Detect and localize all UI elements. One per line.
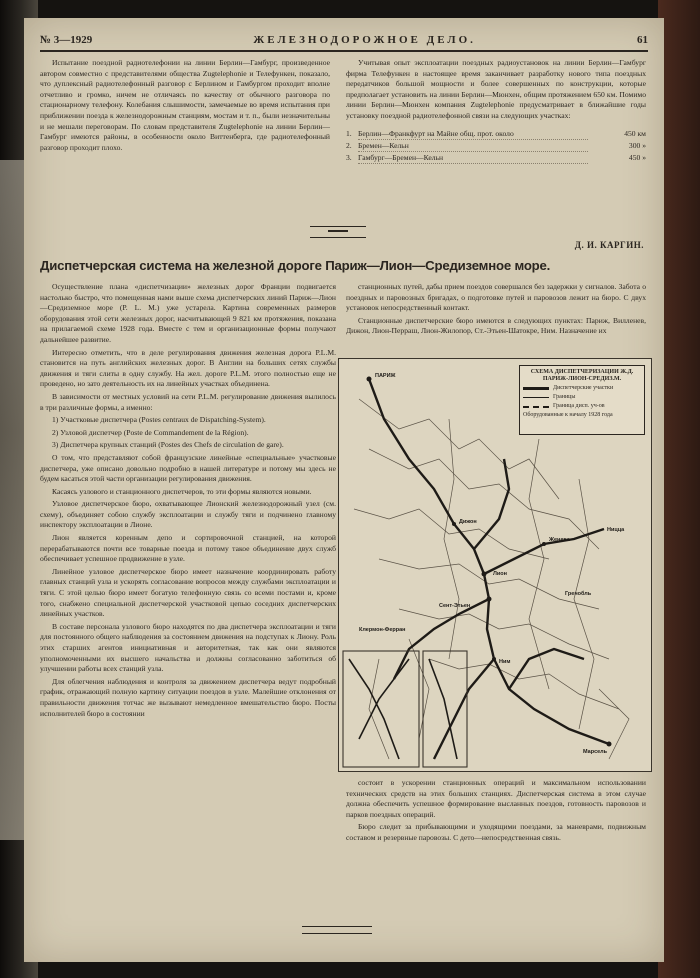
section-separator [310,226,366,238]
thin-line-swatch [523,397,549,398]
article-left-column [40,282,336,721]
thick-line-swatch [523,387,549,390]
city-label: ПАРИЖ [375,373,396,379]
paragraph: Для облегчения наблюдения и контроля за движением диспетчера ведут подробный график, отражающий полную картину ситуации поездов в узле. Малейшие отклонения от правильности движения тотчас же вызывают немедленное вмешательство бюро. Посты исполнителей бюро в состоянии [40,676,336,718]
route-list [346,128,646,164]
page-number: 61 [636,34,648,46]
paragraph: 3) Диспетчера крупных станций (Postes des Chefs de circulation de gare). [52,440,284,450]
city-label: Марсель [583,749,608,755]
paragraph: Касаясь узлового и станционного диспетчеров, то эти формы являются новыми. [52,486,312,496]
paragraph: Узловое диспетчерское бюро, охватывающее Лионский железнодорожный узел (см. схему), объединяет собою службу эксплоатации и службу тяги и подчинено главному инспектору эксплоатации в Лионе. [40,499,336,530]
city-label: Ним [499,659,511,665]
city-label: Дижон [459,519,477,525]
footer-ornament [302,926,372,934]
journal-page [24,18,664,962]
route-item: 3. Гамбург—Бремен—Кельн 450 » [346,152,646,162]
paragraph: Испытание поездной радиотелефонии на линии Берлин—Гамбург, произведенное автором совместно с представителями общества Zugtelephonie и Телефункен, показало, что дуплексный радиотелефонный разговор с Берлином и Гамбургом проходит вполне отчетливо и громко, ничем не отличаясь по качеству от обычного разговора по стационарному телефону. Колебания слышимости, замечаемые во время испытания при приближении поезда к железнодорожным станциям, мостам и т. п., были незначительны и не мешали переговорам. По словам представителя Zugtelephonie на линии Берлин—Гамбург имеются районы, в особенности около Виттенберга, где радиотелефонный разговор проходит плохо. [40,58,330,152]
article-bottom-right-column [346,778,646,846]
legend-item: Диспетчерские участки [523,385,641,392]
paragraph: Станционные диспетчерские бюро имеются в следующих пунктах: Париж, Вилленев, Дижон, Лион-Перраш, Лион-Жилопор, Ст.-Этьен-Шатокре, Ним. Назначение их [346,315,646,336]
article-title: Диспетчерская система на железной дороге Париж—Лион—Средиземное море. [40,258,551,273]
paragraph: 1) Участковые диспетчера (Postes centraux de Dispatching-System). [52,415,266,425]
paragraph: В зависимости от местных условий на сети P.L.M. регулирование движения вылилось в три различные формы, а именно: [40,391,336,412]
city-label: Женева [549,537,570,543]
legend-item: Граница дисп. уч-ов [523,403,641,410]
dashed-line-swatch [523,406,549,408]
city-label: Ницца [607,527,625,533]
book-cover-edge [658,0,700,978]
paragraph: В составе персонала узлового бюро находятся по два диспетчера эксплоатации и тяги для постоянного общего наблюдения за состоянием движения на подступах к Лиону. Роль этих старших агентов инициативная и авторитетная, так как они являются уполномоченными их высшего начальства и должны согласованно заботиться об улучшении работы всех станций узла. [40,621,336,674]
legend-item: Оборудованные к началу 1928 года [523,412,613,418]
paragraph: О том, что представляют собой французские линейные «специальные» участковые диспетчера, уже описано довольно подробно в нашей литературе и потому мы здесь не будем касаться этой части организации регулирования движения. [40,452,336,484]
article-right-column [346,282,646,339]
article-author: Д. И. КАРГИН. [574,240,644,250]
legend-title: СХЕМА ДИСПЕТЧЕРИЗАЦИИ Ж.Д. ПАРИЖ-ЛИОН-СРЕДИЗ.М. [530,369,634,382]
route-item: 1. Берлин—Франкфурт на Майне общ. прот. около 450 км [346,128,646,138]
paragraph: Линейное узловое диспетчерское бюро имеет назначение координировать работу главных станций узла и ускорять согласование вопросов между службами эксплоатации и тяги. С этой целью бюро имеет богатую телефонную связь со всеми постами и, кроме того, снабжено специальной диспетчерской участковой цепью соседних диспетчерских линейных участков. [40,566,336,619]
city-label: Сент-Этьен [439,603,471,609]
issue-number: № 3—1929 [40,34,93,46]
inset-frames [343,651,467,767]
paragraph: 2) Узловой диспетчер (Poste de Commandement de la Région). [52,427,249,437]
paragraph: Интересно отметить, что в деле регулирования движения железная дорога P.L.M. становится на путь английских железных дорог. В Англии на больших сетях службы движения и тяги слиты в одну службу. На жел. дороге P.L.M. этого полностью еще не проведено, но зато деятельность их на линейных участках объединена. [40,347,336,389]
paragraph: Осуществление плана «диспетчизации» железных дорог Франции подвигается настолько быстро, что помещенная нами выше схема диспетчерских линий Париж—Лион—Средиземное море (P. L. M.) уже устарела. Картина современных размеров оборудования этой сети железных дорог, насчитывающей 9 821 км протяжения, показана на прилагаемой схеме 1928 года. Вместе с тем и организационные формы получают дальнейшее развитие. [40,282,336,344]
paragraph: станционных путей, дабы прием поездов совершался без задержки у сигналов. Забота о поездных и паровозных бригадах, о подготовке путей и паровозов лежит на бюро. С двух установок непосредственный контакт. [346,282,646,313]
journal-name: ЖЕЛЕЗНОДОРОЖНОЕ ДЕЛО. [253,34,476,46]
city-label: Лион [493,571,507,577]
paragraph: Учитывая опыт эксплоатации поездных радиоустановок на линии Берлин—Гамбург фирма Телефункен в настоящее время заканчивает разработку нового типа поездных передатчиков большой мощности и более совершенных по конструкции, которые предполагает установить на линии Берлин—Мюнхен, общим протяжением 650 км. Помимо линии Берлин—Мюнхен компания Zugtelephonie предусматривает в ближайшие годы установку поездной радиотелефонной связи на следующих участках: [346,58,646,120]
paragraph: Лион является коренным депо и сортировочной станцией, на которой перерабатываются почти все товарные поезда и потому такое объединение двух служб обеспечивает успешное продвижение в узле. [40,533,336,564]
main-lines [369,379,609,759]
thin-lines [354,399,629,759]
city-label: Гренобль [565,591,592,597]
paragraph: состоит в ускорении станционных операций и максимальном использовании технических средств на этих больших станциях. Диспетчерская система в этом случае должна обеспечить успешное формирование высланных поездов, готовность паровозов и парков поездных операций. [346,778,646,819]
top-left-column [40,58,330,155]
city-label: Клермон-Ферран [359,627,406,633]
railway-map [338,358,652,772]
route-item: 2. Бремен—Кельн 300 » [346,140,646,150]
map-legend [519,365,645,435]
page-header [40,30,648,52]
paragraph: Бюро следит за прибывающими и уходящими поездами, за маневрами, подвижным составом и резервные паровозы. С дето—непосредственная связь. [346,822,646,842]
legend-item: Границы [523,394,641,401]
top-right-column [346,58,646,164]
